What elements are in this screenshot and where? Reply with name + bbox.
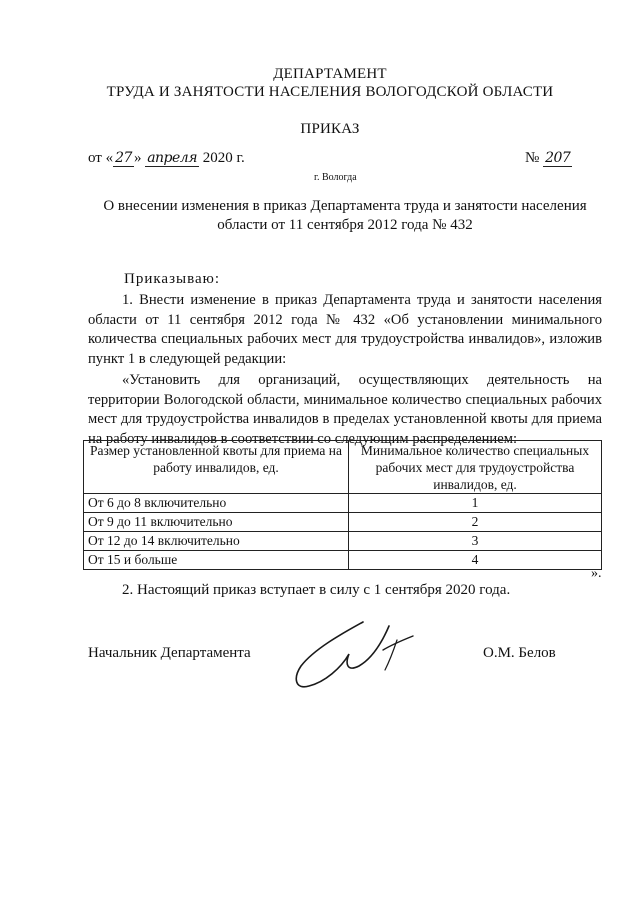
table-cell-quota: От 9 до 11 включительно xyxy=(84,513,349,532)
date-day: 27 xyxy=(115,150,132,166)
paragraph-quote: «Установить для организаций, осуществляющих деятельность на территории Вологодской области, минимальное количество специальных рабочих мест для трудоустройства инвалидов в пределах установленной квоты для приема на работу инвалидов в соответствии со следующим распределением: xyxy=(88,372,602,447)
table-header-quota: Размер установленной квоты для приема на работу инвалидов, ед. xyxy=(84,441,349,494)
table-cell-min: 1 xyxy=(349,494,602,513)
number-value: 207 xyxy=(545,150,571,166)
end-quote: ». xyxy=(591,566,602,581)
quota-table xyxy=(83,440,602,570)
table-row xyxy=(84,532,602,551)
date-year: 2020 г. xyxy=(198,150,245,166)
table-cell-quota: От 12 до 14 включительно xyxy=(84,532,349,551)
order-number xyxy=(525,150,572,167)
table-row xyxy=(84,551,602,570)
order-subject: О внесении изменения в приказ Департамента труда и занятости населения области от 11 сентября 2012 года № 432 xyxy=(103,198,587,233)
document-type: ПРИКАЗ xyxy=(300,121,360,137)
table-cell-quota: От 15 и больше xyxy=(84,551,349,570)
decree-word: Приказываю: xyxy=(124,271,220,287)
city: г. Вологда xyxy=(314,172,357,183)
paragraph-2: 2. Настоящий приказ вступает в силу с 1 сентября 2020 года. xyxy=(122,582,511,598)
table-header-row xyxy=(84,441,602,494)
department-full-name: ТРУДА И ЗАНЯТОСТИ НАСЕЛЕНИЯ ВОЛОГОДСКОЙ ОБЛАСТИ xyxy=(106,84,554,100)
department-heading: ДЕПАРТАМЕНТ xyxy=(273,66,387,82)
number-prefix: № xyxy=(525,150,544,166)
signer-title: Начальник Департамента xyxy=(88,645,251,661)
date-prefix: от « xyxy=(88,150,114,166)
order-date xyxy=(88,150,245,167)
table-cell-min: 2 xyxy=(349,513,602,532)
table-row xyxy=(84,513,602,532)
paragraph-1: 1. Внести изменение в приказ Департамента труда и занятости населения области от 11 сентября 2012 года № 432 «Об установлении минимального количества специальных рабочих мест для трудоустройства инвалидов», изложив пункт 1 в следующей редакции: xyxy=(88,292,602,367)
table-row xyxy=(84,494,602,513)
date-month: апреля xyxy=(147,150,197,166)
table-cell-min: 4 xyxy=(349,551,602,570)
table-cell-min: 3 xyxy=(349,532,602,551)
table-cell-quota: От 6 до 8 включительно xyxy=(84,494,349,513)
date-mid: » xyxy=(133,150,146,166)
handwritten-signature xyxy=(285,610,435,700)
table-header-min: Минимальное количество специальных рабочих мест для трудоустройства инвалидов, ед. xyxy=(349,441,602,494)
signer-name: О.М. Белов xyxy=(483,645,556,661)
